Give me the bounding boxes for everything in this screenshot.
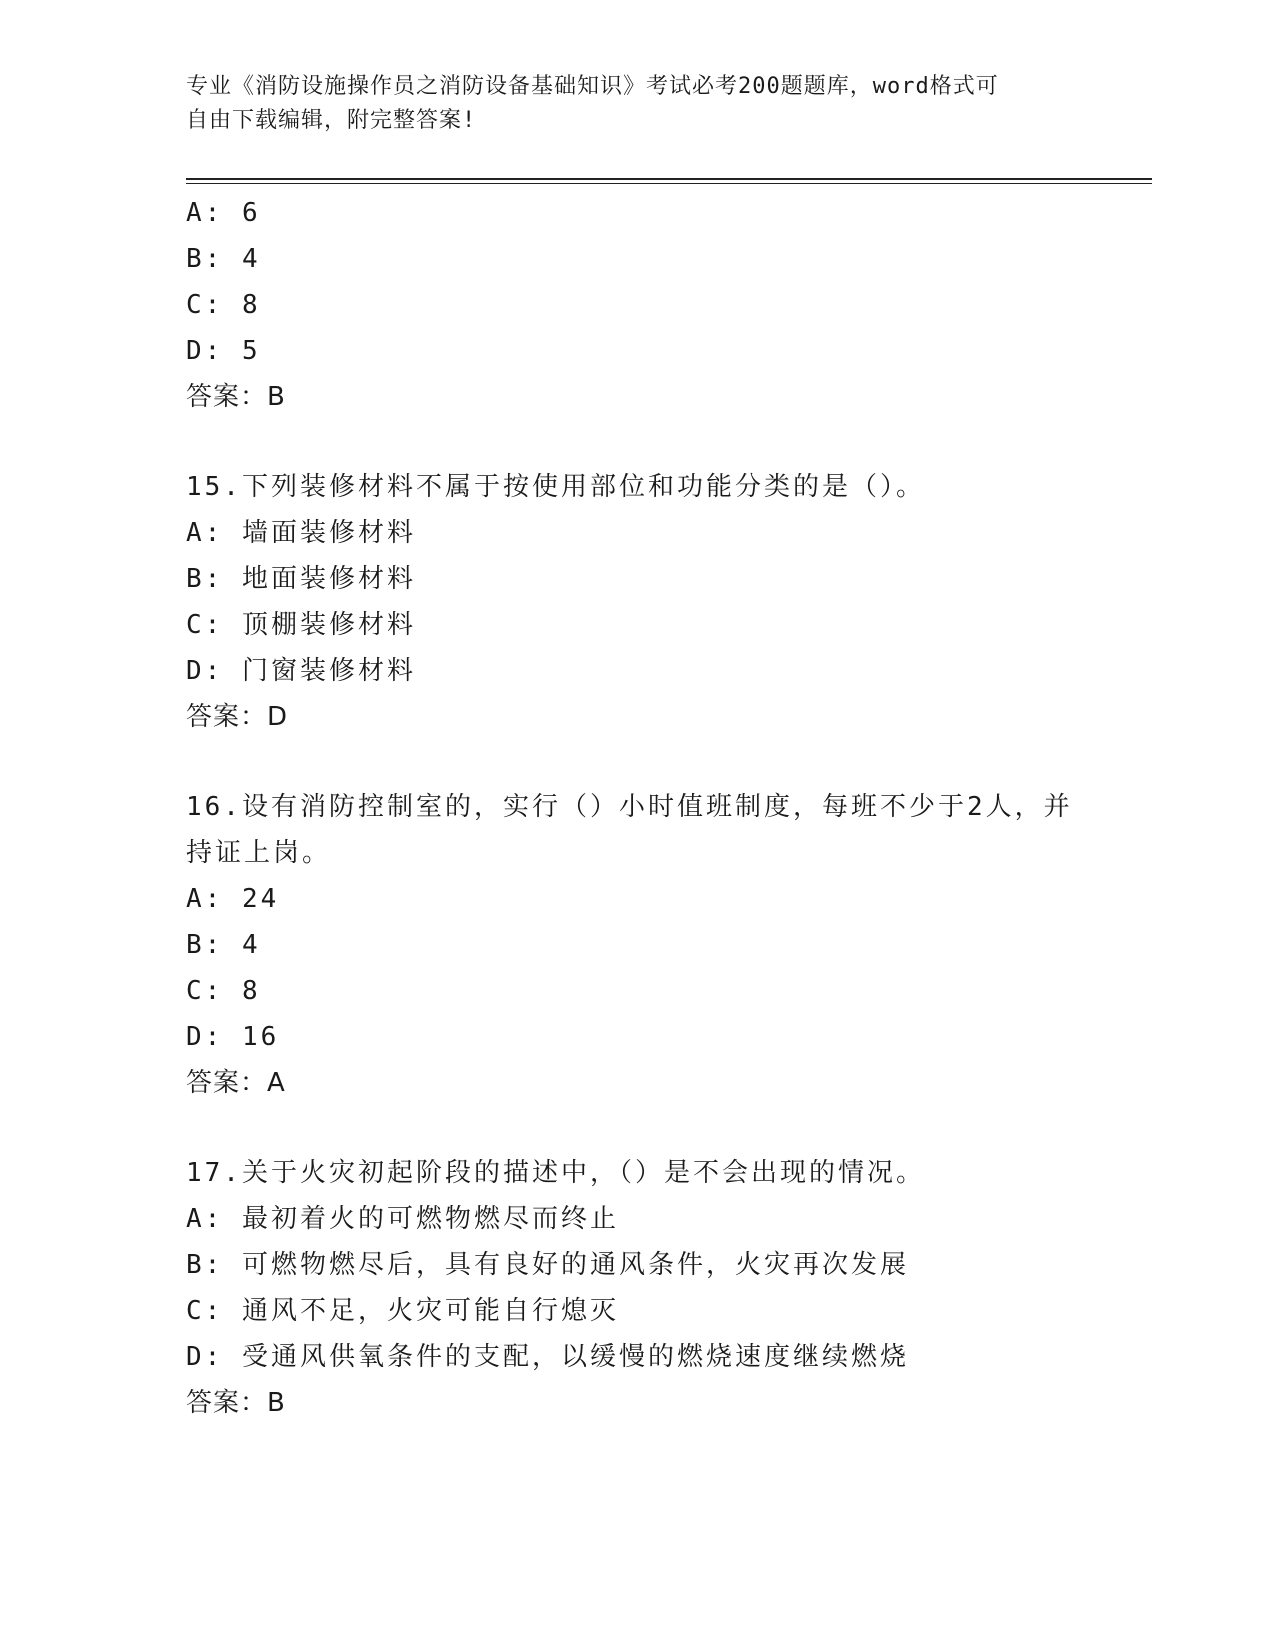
question-block-16: [186, 784, 1126, 1106]
answer-line: 答案：D: [186, 702, 289, 732]
option-d: D: 5: [186, 336, 261, 366]
option-c: C: 通风不足，火灾可能自行熄灭: [186, 1296, 619, 1326]
header-line-1: 专业《消防设施操作员之消防设备基础知识》考试必考200题题库，word格式可: [186, 74, 999, 99]
option-c: C: 8: [186, 290, 261, 320]
question-list: [186, 190, 1126, 1426]
option-b: B: 4: [186, 244, 261, 274]
question-text: 16.设有消防控制室的，实行（）小时值班制度，每班不少于2人，并: [186, 792, 1073, 822]
question-text: 17.关于火灾初起阶段的描述中，（）是不会出现的情况。: [186, 1158, 925, 1188]
header-divider-thin: [186, 183, 1152, 184]
question-text-continued: 持证上岗。: [186, 838, 332, 868]
question-block-14: [186, 190, 1126, 420]
option-d: D: 受通风供氧条件的支配，以缓慢的燃烧速度继续燃烧: [186, 1342, 909, 1372]
document-header: [186, 70, 1086, 138]
answer-line: 答案：A: [186, 1068, 286, 1098]
option-b: B: 4: [186, 930, 261, 960]
header-line-2: 自由下载编辑，附完整答案!: [186, 108, 477, 133]
question-block-15: [186, 464, 1126, 740]
option-b: B: 可燃物燃尽后，具有良好的通风条件，火灾再次发展: [186, 1250, 909, 1280]
question-text: 15.下列装修材料不属于按使用部位和功能分类的是（）。: [186, 472, 925, 502]
question-block-17: [186, 1150, 1126, 1426]
option-a: A: 24: [186, 884, 280, 914]
option-a: A: 墙面装修材料: [186, 518, 416, 548]
answer-line: 答案：B: [186, 382, 286, 412]
option-c: C: 8: [186, 976, 261, 1006]
option-a: A: 6: [186, 198, 261, 228]
option-d: D: 门窗装修材料: [186, 656, 416, 686]
option-d: D: 16: [186, 1022, 280, 1052]
option-b: B: 地面装修材料: [186, 564, 416, 594]
option-a: A: 最初着火的可燃物燃尽而终止: [186, 1204, 619, 1234]
answer-line: 答案：B: [186, 1388, 286, 1418]
option-c: C: 顶棚装修材料: [186, 610, 416, 640]
header-divider: [186, 178, 1152, 180]
